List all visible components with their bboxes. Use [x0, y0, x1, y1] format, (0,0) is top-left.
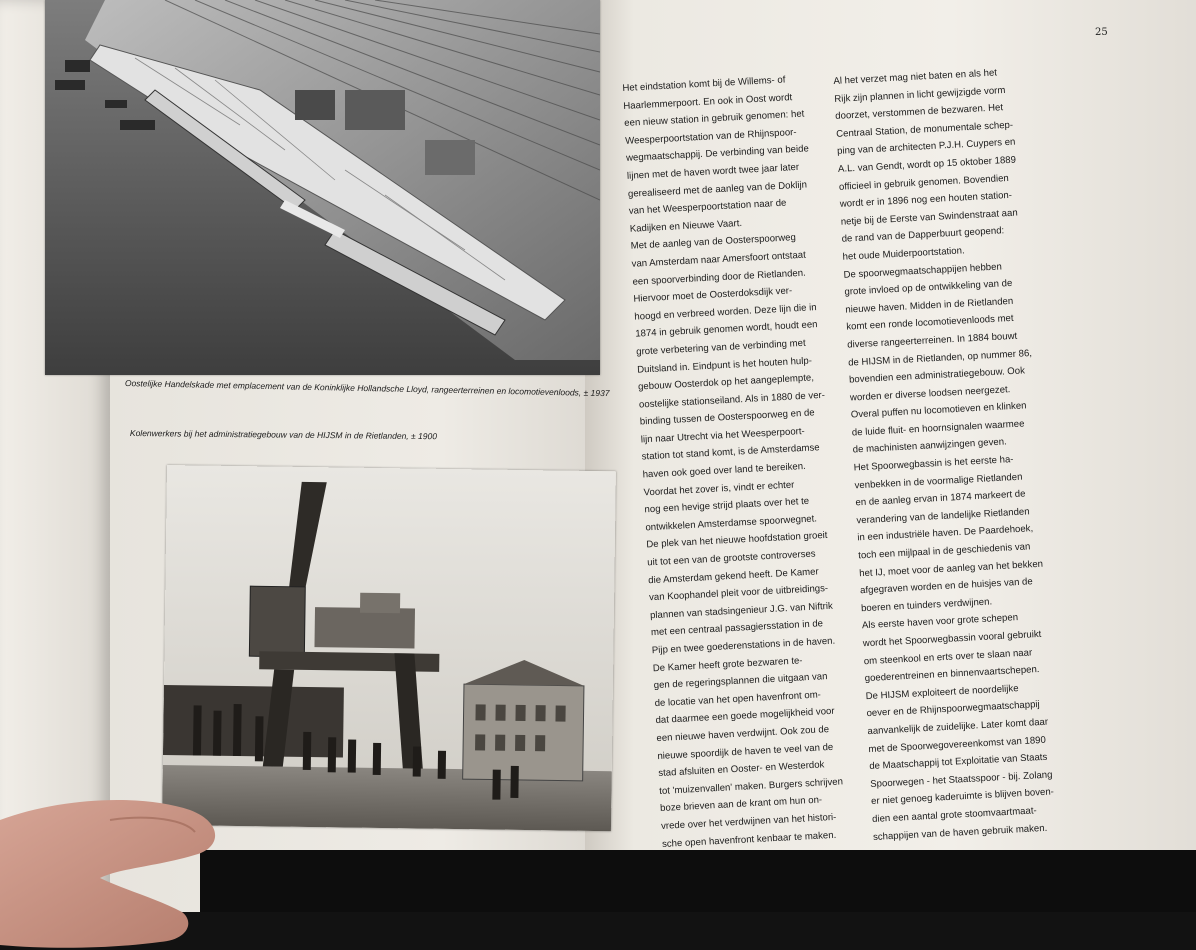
page-number: 25	[1095, 27, 1108, 38]
text-line: Rijk zijn plannen in licht gewijzigde vorm	[834, 84, 1006, 105]
text-line: stad afsluiten en Ooster- en Westerdok	[658, 759, 825, 780]
text-line: Spoorwegen - het Staatsspoor - bij. Zolang	[869, 769, 1053, 790]
text-line: het oude Muiderpoortstation.	[842, 245, 965, 263]
text-line: grote invloed op de ontwikkeling van de	[844, 278, 1013, 298]
harbor-aerial-photo	[45, 0, 600, 375]
text-line: boeren en tuinders verdwijnen.	[860, 596, 993, 615]
text-line: om steenkool en erts over te slaan naar	[863, 646, 1033, 667]
text-line: gebouw Oosterdok op het aangeplempte,	[637, 372, 815, 393]
bottom-photo-caption-text: Kolenwerkers bij het administratiegebouw van de HIJSM in de Rietlanden, ± 1900	[129, 428, 438, 442]
text-line: 1874 in gebruik genomen wordt, houdt een	[635, 319, 818, 340]
harbor-aerial-image	[45, 0, 600, 375]
text-line: De Kamer heeft grote bezwaren te-	[652, 654, 803, 674]
text-line: aanvankelijk de zuidelijke. Later komt daar	[867, 716, 1049, 738]
text-line: de HIJSM in de Rietlanden, op nummer 86,	[847, 347, 1033, 369]
text-line: het IJ, moet voor de aanleg van het bekken	[858, 558, 1044, 579]
text-line: hoogd en verbreed worden. Deze lijn die in	[634, 301, 817, 323]
text-line: ontwikkelen Amsterdamse spoorwegnet.	[645, 513, 818, 534]
text-line: Centraal Station, de monumentale schep-	[835, 119, 1014, 140]
coal-workers-photo	[162, 465, 616, 831]
text-line: officieel in gebruik genomen. Bovendien	[838, 172, 1009, 193]
text-line: Al het verzet mag niet baten en als het	[833, 67, 998, 87]
text-line: binding tussen de Oosterspoorweg en de	[639, 407, 815, 428]
text-line: die Amsterdam gekend heeft. De Kamer	[647, 566, 819, 586]
text-line: lijnen met de haven wordt twee jaar later	[626, 161, 800, 182]
text-line: Met de aanleg van de Oosterspoorweg	[630, 232, 797, 253]
text-line: Het eindstation komt bij de Willems- of	[622, 74, 786, 94]
text-line: een spoorverbinding door de Rietlanden.	[632, 267, 806, 288]
text-line: van Koophandel pleit voor de uitbreidings-	[648, 583, 829, 604]
text-line: in een industriële haven. De Paardehoek,	[857, 523, 1034, 544]
text-line: plannen van stadsingenieur J.G. van Niftrik	[649, 600, 834, 622]
text-line: Hiervoor moet de Oosterdoksdijk ver-	[633, 285, 793, 305]
text-line: A.L. van Gendt, wordt op 15 oktober 1889	[837, 154, 1017, 175]
text-line: en de aanleg ervan in 1874 markeert de	[855, 488, 1026, 509]
text-line: wordt er in 1896 nog een houten station-	[839, 189, 1013, 210]
text-line: boze brieven aan de krant om hun on-	[659, 794, 823, 815]
text-line: diverse rangeerterreinen. In 1884 bouwt	[846, 330, 1018, 351]
text-line: nog een hevige strijd plaats over het te	[644, 496, 810, 516]
text-line: Voordat het zover is, vindt er echter	[643, 479, 795, 499]
text-line: de luide fluit- en hoornsignalen waarmee	[851, 418, 1025, 439]
text-line: haven ook goed over land te bereiken.	[642, 460, 806, 481]
text-line: Pijp en twee goederenstations in de haven.	[651, 635, 836, 657]
text-line: een nieuwe haven verdwijnt. Ook zou de	[656, 724, 830, 745]
text-line: Het Spoorwegbassin is het eerste ha-	[853, 454, 1014, 474]
text-line: De spoorwegmaatschappijen hebben	[843, 260, 1003, 281]
text-line: oever en de Rhijnspoorwegmaatschappij	[866, 699, 1040, 720]
text-line: gen de regeringsplannen die uitgaan van	[653, 671, 828, 692]
text-line: nieuwe spoordijk de haven te veel van de	[657, 741, 834, 762]
hand-holding-book	[0, 790, 240, 950]
text-line: gerealiseerd met de aanleg van de Doklijn	[627, 179, 808, 200]
text-line: dat daarmee een goede mogelijkheid voor	[655, 706, 835, 727]
text-line: de rand van de Dapperbuurt geopend:	[841, 225, 1005, 246]
text-line: tot 'muizenvallen' maken. Burgers schrijven	[658, 776, 844, 797]
text-line: Als eerste haven voor grote schepen	[861, 612, 1019, 632]
text-line: wegmaatschappij. De verbinding van beide	[625, 143, 810, 165]
text-line: oostelijke stationseiland. Als in 1880 de ver-	[638, 389, 826, 411]
text-line: wordt het Spoorwegbassin vooral gebruikt	[862, 628, 1042, 650]
text-line: vrede over het verdwijnen van het histori-	[660, 811, 837, 832]
text-line: grote verbetering van de verbinding met	[635, 337, 806, 358]
text-line: Kadijken en Nieuwe Vaart.	[629, 217, 743, 235]
text-line: Haarlemmerpoort. En ook in Oost wordt	[623, 91, 793, 112]
text-column-2	[833, 62, 1078, 846]
text-line: met de Spoorwegovereenkomst van 1890	[868, 734, 1047, 755]
text-line: Duitsland in. Eindpunt is het houten hulp-	[636, 354, 813, 376]
text-line: een nieuw station in gebruik genomen: het	[623, 108, 805, 130]
text-line: met een centraal passagiersstation in de	[650, 618, 824, 639]
text-line: dien een aantal grote stoomvaartmaat-	[871, 805, 1037, 825]
text-line: doorzet, verstommen de bezwaren. Het	[834, 102, 1004, 123]
text-line: sche open havenfront kenbaar te maken.	[661, 829, 837, 850]
text-line: de Maatschappij tot Exploitatie van Staats	[869, 751, 1048, 773]
text-line: van het Weesperpoortstation naar de	[628, 197, 787, 217]
text-line: afgegraven worden en de huisjes van de	[859, 576, 1034, 597]
text-line: netje bij de Eerste van Swindenstraat aan	[840, 207, 1018, 228]
text-line: van Amsterdam naar Amersfoort ontstaat	[631, 249, 807, 270]
book-shadow	[200, 850, 1196, 912]
text-line: de machinisten aanwijzingen geven.	[852, 436, 1007, 456]
text-line: De HIJSM exploiteert de noordelijke	[865, 682, 1019, 702]
text-line: nieuwe haven. Midden in de Rietlanden	[845, 295, 1014, 316]
text-line: de locatie van het open havenfront om-	[654, 689, 822, 709]
text-line: verandering van de landelijke Rietlanden	[856, 506, 1030, 527]
text-line: De plek van het nieuwe hoofdstation groeit	[646, 530, 828, 551]
text-line: worden er diverse loodsen neergezet.	[849, 383, 1011, 404]
coal-workers-image	[162, 465, 616, 831]
text-line: station tot stand komt, is de Amsterdamse	[641, 442, 820, 463]
text-line: Weesperpoortstation van de Rhijnspoor-	[624, 126, 797, 147]
text-line: Overal puffen nu locomotieven en klinken	[850, 400, 1027, 421]
top-photo-caption: Oostelijke Handelskade met emplacement van de Koninklijke Hollandsche Lloyd, rangeerterreinen en locomotievenloods, ± 1937	[124, 378, 610, 399]
text-column-1	[622, 70, 862, 854]
text-line: toch een mijlpaal in de geschiedenis van	[858, 541, 1031, 562]
text-line: komt een ronde locomotievenloods met	[846, 313, 1014, 333]
text-line: er niet genoeg kaderuimte is blijven boven-	[870, 786, 1055, 808]
text-line: ping van de architecten P.J.H. Cuypers en	[836, 136, 1016, 158]
text-line: uit tot een van de grootste controverses	[647, 548, 816, 569]
text-line: goederentreinen en binnenvaartschepen.	[864, 664, 1040, 685]
text-line: schappijen van de haven gebruik maken.	[872, 822, 1048, 843]
text-line: venbekken in de voormalige Rietlanden	[854, 471, 1023, 492]
text-line: bovendien een administratiegebouw. Ook	[848, 365, 1026, 386]
text-line: lijn naar Utrecht via het Weesperpoort-	[640, 425, 805, 446]
